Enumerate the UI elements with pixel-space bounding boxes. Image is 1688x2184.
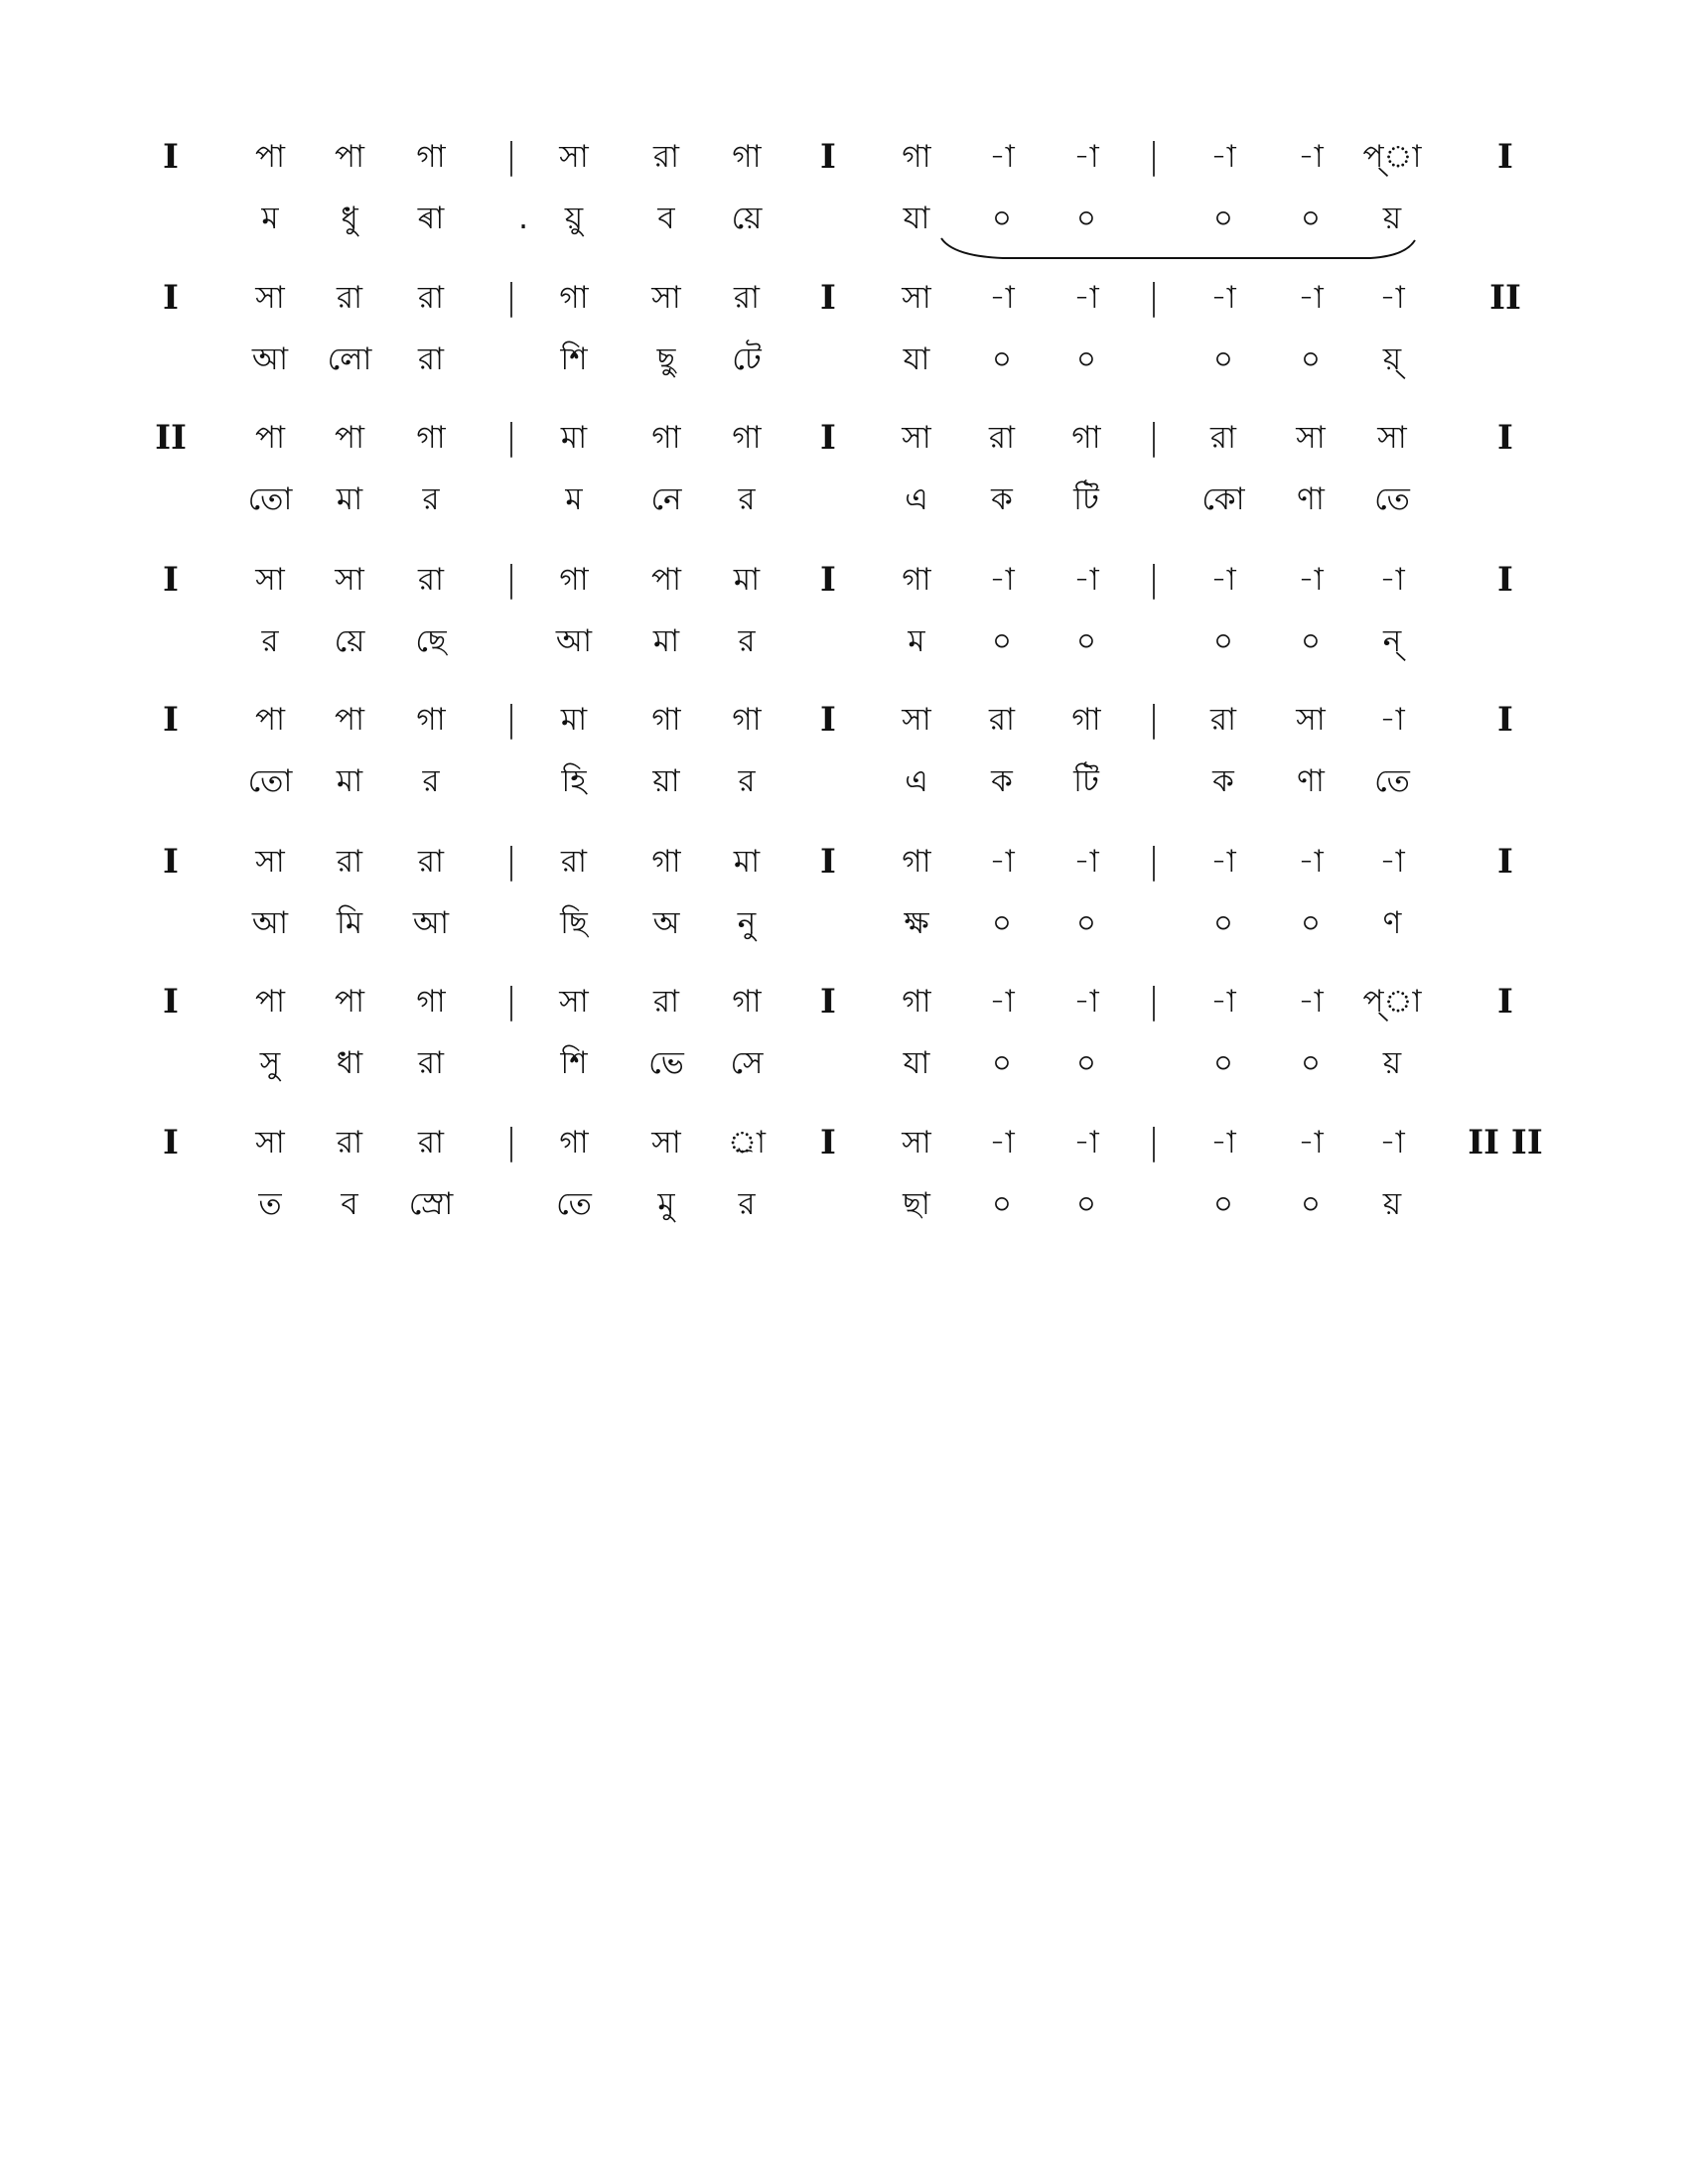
measure-barline: I	[820, 418, 836, 458]
lyric-syllable: র	[738, 1186, 756, 1222]
swara-note: গা	[651, 702, 681, 738]
swara-note: মা	[560, 702, 588, 738]
lyric-syllable: মি	[336, 905, 363, 941]
beat-divider: |	[504, 981, 518, 1022]
start-barline: I	[163, 137, 179, 177]
lyric-syllable: ০	[1075, 623, 1097, 659]
lyric-syllable: ম	[908, 623, 925, 659]
swara-note: -া	[989, 1125, 1015, 1160]
lyric-syllable: ণা	[1297, 763, 1325, 799]
swara-note: -া	[1298, 1125, 1324, 1160]
swara-note: গা	[732, 139, 762, 175]
measure-barline: I	[820, 278, 836, 318]
lyric-syllable: ক	[991, 481, 1013, 517]
swara-note: সা	[902, 1125, 931, 1160]
lyric-syllable: সে	[730, 1045, 764, 1081]
lyric-syllable: ০	[1300, 201, 1322, 236]
swara-note: সা	[902, 420, 931, 456]
end-barline: II II	[1468, 1123, 1543, 1162]
swara-note: গা	[732, 420, 762, 456]
swara-note: সা	[255, 1125, 285, 1160]
lyric-syllable: শি	[560, 341, 588, 377]
swara-note: রা	[417, 280, 445, 316]
start-barline: II	[155, 418, 187, 458]
swara-note: রা	[336, 844, 363, 880]
swara-row	[0, 974, 1688, 1043]
swara-note: -া	[1073, 280, 1099, 316]
lyric-syllable: ক	[991, 763, 1013, 799]
swara-note: -া	[1298, 984, 1324, 1020]
beat-divider: |	[1147, 1122, 1161, 1162]
swara-note: রা	[652, 139, 680, 175]
lyric-syllable: ন্	[1382, 623, 1402, 659]
lyric-syllable: হি	[561, 763, 587, 799]
lyric-syllable: তে	[1374, 481, 1410, 517]
swara-note: -া	[989, 139, 1015, 175]
lyric-syllable: কো	[1201, 481, 1245, 517]
swara-row	[0, 410, 1688, 479]
lyric-syllable: মা	[336, 481, 363, 517]
lyric-syllable: ক	[1212, 763, 1234, 799]
beat-divider: |	[1147, 981, 1161, 1022]
swara-note: পা	[334, 702, 365, 738]
swara-note: -া	[1379, 844, 1405, 880]
lyric-syllable: যা	[903, 341, 930, 377]
lyric-syllable: ০	[1300, 341, 1322, 377]
swara-note: -া	[1210, 280, 1236, 316]
lyric-syllable: ০	[1212, 623, 1234, 659]
lyric-syllable: টে	[732, 341, 762, 377]
lyric-row	[0, 753, 1688, 823]
lyric-syllable: যা	[903, 1045, 930, 1081]
end-barline: I	[1497, 418, 1513, 458]
lyric-syllable: ০	[991, 201, 1013, 236]
swara-note: পা	[650, 562, 682, 598]
lyric-syllable: য়া	[652, 763, 680, 799]
lyric-row	[0, 895, 1688, 965]
lyric-syllable: র	[738, 481, 756, 517]
swara-note: -া	[1298, 139, 1324, 175]
lyric-syllable: যা	[903, 201, 930, 236]
lyric-syllable: ম	[261, 201, 279, 236]
lyric-syllable: আ	[555, 623, 593, 659]
swara-note: গা	[416, 984, 446, 1020]
start-barline: I	[163, 700, 179, 740]
lyric-syllable: ছি	[560, 905, 588, 941]
swara-note: রা	[417, 562, 445, 598]
swara-note: পা	[254, 139, 286, 175]
swara-note: সা	[902, 702, 931, 738]
lyric-syllable: ৰা	[417, 201, 445, 236]
lyric-syllable: র	[738, 623, 756, 659]
lyric-syllable: অ	[652, 905, 680, 941]
lyric-syllable: ব	[341, 1186, 358, 1222]
beat-divider: |	[1147, 277, 1161, 318]
lyric-syllable: র	[422, 763, 440, 799]
lyric-syllable: নে	[650, 481, 682, 517]
lyric-syllable: র	[422, 481, 440, 517]
swara-note: রা	[652, 984, 680, 1020]
lyric-syllable: ধু	[341, 201, 358, 236]
swara-note: -া	[1073, 844, 1099, 880]
lyric-syllable: রা	[417, 1045, 445, 1081]
lyric-syllable: ০	[1212, 1186, 1234, 1222]
swara-note: পা	[254, 702, 286, 738]
swara-note: গা	[651, 420, 681, 456]
lyric-syllable: স্রো	[408, 1186, 454, 1222]
swara-row	[0, 129, 1688, 199]
lyric-syllable: ০	[991, 341, 1013, 377]
lyric-syllable: ০	[1300, 623, 1322, 659]
lyric-syllable: শি	[560, 1045, 588, 1081]
swara-note: -া	[1073, 562, 1099, 598]
swara-note: রা	[417, 844, 445, 880]
swara-note: -া	[1210, 562, 1236, 598]
swara-note: -া	[1379, 562, 1405, 598]
beat-divider: |	[504, 277, 518, 318]
swara-note: গা	[902, 984, 931, 1020]
swara-note: -া	[1298, 280, 1324, 316]
swara-note: গা	[1071, 420, 1101, 456]
swara-row	[0, 1115, 1688, 1184]
beat-divider: |	[1147, 559, 1161, 600]
swara-note: -া	[989, 844, 1015, 880]
end-barline: I	[1497, 137, 1513, 177]
lyric-syllable: টি	[1073, 481, 1099, 517]
swara-note: সা	[255, 280, 285, 316]
lyric-syllable: ০	[991, 905, 1013, 941]
lyric-row	[0, 614, 1688, 683]
lyric-syllable: ০	[1212, 341, 1234, 377]
swara-note: রা	[988, 702, 1016, 738]
swara-note: সা	[651, 1125, 681, 1160]
swara-note: রা	[336, 1125, 363, 1160]
start-barline: I	[163, 842, 179, 882]
lyric-syllable: ০	[1212, 1045, 1234, 1081]
measure-barline: I	[820, 137, 836, 177]
lyric-syllable: র	[261, 623, 279, 659]
measure-barline: I	[820, 842, 836, 882]
swara-note: -া	[989, 984, 1015, 1020]
measure-barline: I	[820, 982, 836, 1022]
swara-note: গা	[902, 844, 931, 880]
lyric-syllable: ০	[991, 1045, 1013, 1081]
lyric-syllable: ছে	[415, 623, 447, 659]
lyric-syllable: ক্ষ	[904, 905, 929, 941]
lyric-syllable: আ	[251, 341, 289, 377]
lyric-syllable: ণ	[1382, 905, 1402, 941]
swara-note: -া	[1210, 844, 1236, 880]
swara-note: মা	[560, 420, 588, 456]
swara-note: গা	[416, 702, 446, 738]
swara-note: -া	[1379, 280, 1405, 316]
lyric-syllable: ণা	[1297, 481, 1325, 517]
lyric-syllable: য়	[1382, 1045, 1402, 1081]
swara-note: -া	[1073, 139, 1099, 175]
swara-note: গা	[732, 984, 762, 1020]
start-barline: I	[163, 982, 179, 1022]
swara-row	[0, 834, 1688, 903]
lyric-syllable: ০	[1075, 905, 1097, 941]
lyric-syllable: ০	[1075, 201, 1097, 236]
measure-barline: I	[820, 700, 836, 740]
start-barline: I	[163, 278, 179, 318]
swara-note: গা	[559, 280, 589, 316]
swara-note: সা	[255, 844, 285, 880]
swara-note: গা	[559, 1125, 589, 1160]
lyric-syllable: আ	[412, 905, 450, 941]
beat-divider: |	[504, 841, 518, 882]
end-barline: I	[1497, 982, 1513, 1022]
lyric-syllable: ০	[1212, 905, 1234, 941]
lyric-syllable: য়্	[1382, 341, 1402, 377]
swara-note: মা	[733, 562, 761, 598]
lyric-syllable: মা	[652, 623, 680, 659]
swara-note: সা	[1296, 702, 1326, 738]
beat-divider: |	[1147, 699, 1161, 740]
swara-note: -া	[1210, 1125, 1236, 1160]
lyric-syllable: য়ু	[564, 201, 584, 236]
lyric-syllable: ০	[1075, 1186, 1097, 1222]
lyric-syllable: ত	[258, 1186, 282, 1222]
swara-note: পা	[254, 984, 286, 1020]
lyric-syllable: ০	[1300, 1186, 1322, 1222]
beat-divider: |	[504, 136, 518, 177]
lyric-syllable: ০	[991, 623, 1013, 659]
swara-note: পা	[334, 984, 365, 1020]
lyric-syllable: ছু	[656, 341, 676, 377]
swara-row	[0, 552, 1688, 621]
lyric-syllable: আ	[251, 905, 289, 941]
swara-note: গা	[732, 702, 762, 738]
swara-note: পা	[334, 420, 365, 456]
swara-row	[0, 270, 1688, 340]
swara-note: রা	[988, 420, 1016, 456]
lyric-row	[0, 1035, 1688, 1105]
lyric-syllable: ব	[657, 201, 675, 236]
swara-note: রা	[1209, 420, 1237, 456]
lyric-syllable: তো	[247, 481, 293, 517]
beat-divider: |	[1147, 841, 1161, 882]
swara-note: প্া	[1362, 139, 1422, 175]
lyric-syllable: ০	[1300, 1045, 1322, 1081]
lyric-syllable: ম	[565, 481, 583, 517]
swara-note: গা	[416, 420, 446, 456]
swara-note: -া	[1073, 1125, 1099, 1160]
end-barline: II	[1489, 278, 1521, 318]
lyric-syllable: নু	[737, 905, 757, 941]
lyric-row	[0, 1176, 1688, 1246]
swara-note: রা	[1209, 702, 1237, 738]
swara-note: -া	[1379, 1125, 1405, 1160]
lyric-syllable: ০	[991, 1186, 1013, 1222]
beat-divider: |	[504, 699, 518, 740]
swara-note: -া	[989, 562, 1015, 598]
lyric-syllable: র	[738, 763, 756, 799]
lyric-syllable: ০	[1075, 341, 1097, 377]
swara-note: -া	[1379, 702, 1405, 738]
start-barline: I	[163, 560, 179, 600]
swara-note: গা	[416, 139, 446, 175]
swara-note: গা	[1071, 702, 1101, 738]
swara-note: র্া	[727, 1125, 766, 1160]
lyric-syllable: য়	[1382, 1186, 1402, 1222]
swara-note: মা	[733, 844, 761, 880]
measure-barline: I	[820, 560, 836, 600]
beat-divider: |	[1147, 136, 1161, 177]
lyric-syllable: ধা	[336, 1045, 363, 1081]
lyric-syllable: য়ে	[731, 201, 763, 236]
swara-note: গা	[559, 562, 589, 598]
beat-divider: |	[504, 559, 518, 600]
swara-note: পা	[254, 420, 286, 456]
end-barline: I	[1497, 700, 1513, 740]
swara-note: -া	[1298, 562, 1324, 598]
lyric-syllable: .	[518, 201, 528, 236]
lyric-syllable: তো	[247, 763, 293, 799]
swara-note: গা	[902, 139, 931, 175]
end-barline: I	[1497, 842, 1513, 882]
swara-note: -া	[1073, 984, 1099, 1020]
swara-note: সা	[1296, 420, 1326, 456]
lyric-syllable: তে	[556, 1186, 592, 1222]
beat-divider: |	[504, 1122, 518, 1162]
swara-note: রা	[733, 280, 761, 316]
lyric-syllable: এ	[905, 481, 928, 517]
lyric-syllable: লো	[327, 341, 372, 377]
swara-note: রা	[560, 844, 588, 880]
swara-note: সা	[335, 562, 364, 598]
lyric-syllable: ছা	[903, 1186, 930, 1222]
lyric-syllable: রা	[417, 341, 445, 377]
lyric-syllable: সু	[259, 1045, 281, 1081]
swara-note: -া	[1298, 844, 1324, 880]
lyric-syllable: ভে	[648, 1045, 684, 1081]
swara-note: রা	[417, 1125, 445, 1160]
swara-note: রা	[336, 280, 363, 316]
lyric-syllable: ০	[1212, 201, 1234, 236]
swara-note: সা	[902, 280, 931, 316]
beat-divider: |	[1147, 417, 1161, 458]
lyric-syllable: য়	[1382, 201, 1402, 236]
lyric-syllable: তে	[1374, 763, 1410, 799]
swara-note: -া	[1210, 984, 1236, 1020]
swara-note: সা	[255, 562, 285, 598]
start-barline: I	[163, 1123, 179, 1162]
measure-barline: I	[820, 1123, 836, 1162]
end-barline: I	[1497, 560, 1513, 600]
swara-note: -া	[989, 280, 1015, 316]
swara-note: সা	[559, 139, 589, 175]
swara-row	[0, 692, 1688, 761]
swara-note: প্া	[1362, 984, 1422, 1020]
swara-note: সা	[1377, 420, 1407, 456]
lyric-row	[0, 332, 1688, 401]
beat-divider: |	[504, 417, 518, 458]
swara-note: -া	[1210, 139, 1236, 175]
lyric-syllable: মু	[657, 1186, 675, 1222]
swara-note: সা	[559, 984, 589, 1020]
lyric-syllable: টি	[1073, 763, 1099, 799]
swara-note: গা	[902, 562, 931, 598]
lyric-syllable: মা	[336, 763, 363, 799]
swara-note: সা	[651, 280, 681, 316]
lyric-row	[0, 472, 1688, 541]
swara-note: পা	[334, 139, 365, 175]
lyric-syllable: এ	[905, 763, 928, 799]
lyric-syllable: ০	[1075, 1045, 1097, 1081]
lyric-syllable: ০	[1300, 905, 1322, 941]
lyric-syllable: য়ে	[334, 623, 365, 659]
swara-note: গা	[651, 844, 681, 880]
